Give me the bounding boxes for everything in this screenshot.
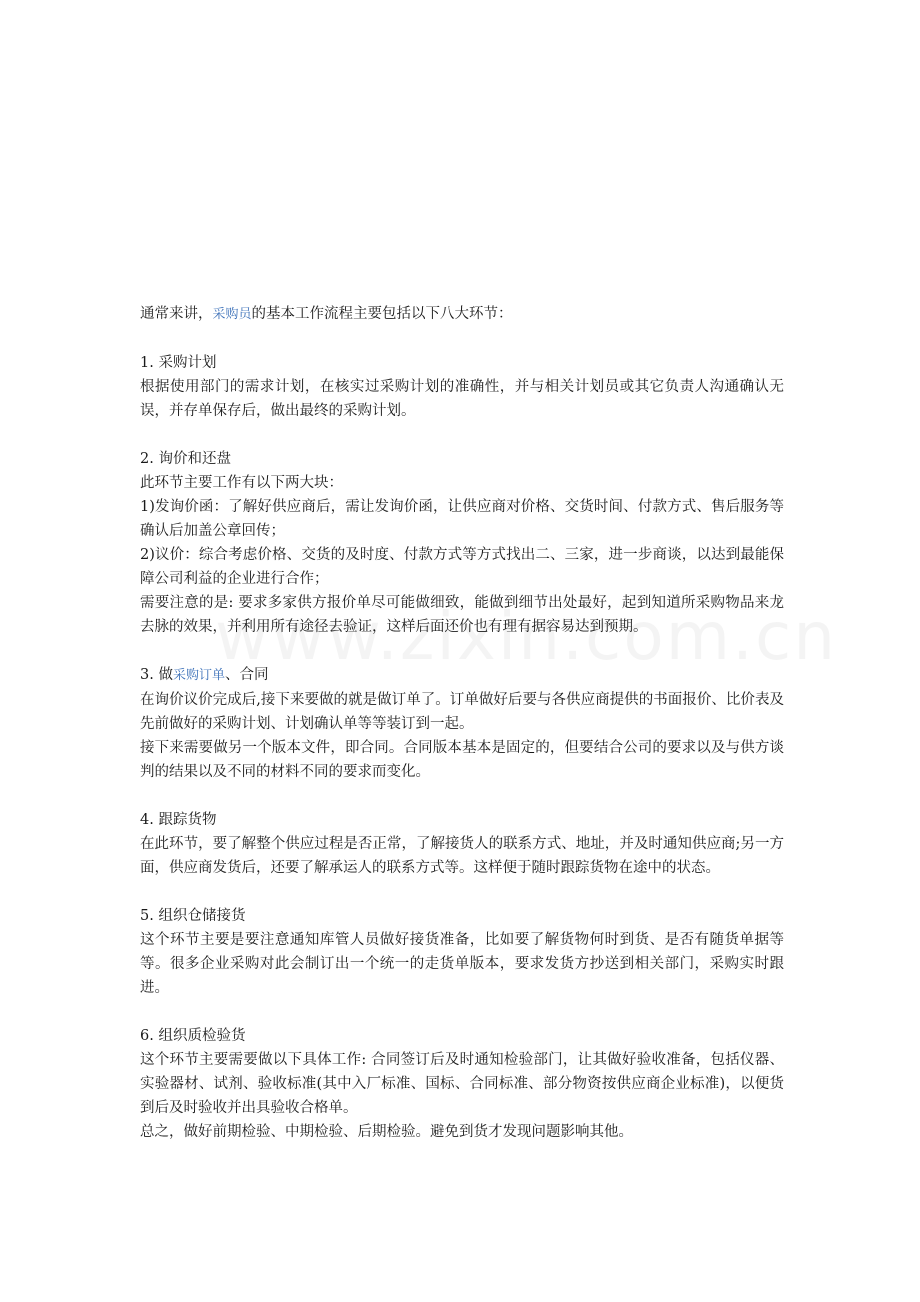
purchase-order-link[interactable]: 采购订单 bbox=[172, 668, 225, 683]
section-warehouse-receiving bbox=[140, 904, 784, 1000]
section-paragraph: 接下来需要做另一个版本文件，即合同。合同版本基本是固定的，但要结合公司的要求以及与供方谈判的结果以及不同的材料不同的要求而变化。 bbox=[140, 740, 784, 780]
section-heading-before: 3. 做 bbox=[140, 667, 173, 683]
section-heading: 1. 采购计划 bbox=[140, 355, 217, 371]
section-inquiry-counteroffer bbox=[140, 447, 784, 639]
section-paragraph: 这个环节主要是要注意通知库管人员做好接货准备，比如要了解货物何时到货、是否有随货单据等等。很多企业采购对此会制订出一个统一的走货单版本，要求发货方抄送到相关部门，采购实时跟进。 bbox=[140, 932, 784, 996]
section-heading: 4. 跟踪货物 bbox=[140, 812, 217, 828]
section-heading: 6. 组织质检验货 bbox=[140, 1028, 246, 1044]
section-paragraph: 根据使用部门的需求计划，在核实过采购计划的准确性，并与相关计划员或其它负责人沟通确认无误，并存单保存后，做出最终的采购计划。 bbox=[140, 379, 784, 419]
document-body bbox=[140, 302, 784, 1144]
section-paragraph: 在询价议价完成后,接下来要做的就是做订单了。订单做好后要与各供应商提供的书面报价、比价表及先前做好的采购计划、计划确认单等等装订到一起。 bbox=[140, 692, 784, 732]
section-heading bbox=[140, 663, 784, 688]
section-paragraph: 此环节主要工作有以下两大块： bbox=[140, 475, 343, 491]
section-track-goods bbox=[140, 808, 784, 880]
section-heading: 5. 组织仓储接货 bbox=[140, 908, 246, 924]
intro-text-after: 的基本工作流程主要包括以下八大环节： bbox=[251, 306, 513, 322]
section-paragraph: 这个环节主要需要做以下具体工作: 合同签订后及时通知检验部门，让其做好验收准备，包括仪器、实验器材、试剂、验收标准(其中入厂标准、国标、合同标准、部分物资按供应商企业标准)，以便货到后及时验收并出具验收合格单。 bbox=[140, 1052, 784, 1116]
section-paragraph: 在此环节，要了解整个供应过程是否正常，了解接货人的联系方式、地址，并及时通知供应商;另一方面，供应商发货后，还要了解承运人的联系方式等。这样便于随时跟踪货物在途中的状态。 bbox=[140, 836, 784, 876]
section-paragraph: 2)议价：综合考虑价格、交货的及时度、付款方式等方式找出二、三家，进一步商谈，以达到最能保障公司利益的企业进行合作； bbox=[140, 547, 784, 587]
section-paragraph: 总之，做好前期检验、中期检验、后期检验。避免到货才发现问题影响其他。 bbox=[140, 1124, 633, 1140]
section-quality-inspection bbox=[140, 1024, 784, 1144]
section-heading-after: 、合同 bbox=[224, 667, 269, 683]
intro-text-before: 通常来讲， bbox=[140, 306, 213, 322]
section-paragraph: 1)发询价函：了解好供应商后，需让发询价函，让供应商对价格、交货时间、付款方式、售后服务等确认后加盖公章回传； bbox=[140, 499, 784, 539]
section-paragraph: 需要注意的是: 要求多家供方报价单尽可能做细致，能做到细节出处最好，起到知道所采购物品来龙去脉的效果，并利用所有途径去验证，这样后面还价也有理有据容易达到预期。 bbox=[140, 595, 784, 635]
section-purchase-plan bbox=[140, 351, 784, 423]
section-order-contract bbox=[140, 663, 784, 784]
section-heading: 2. 询价和还盘 bbox=[140, 451, 231, 467]
buyer-link[interactable]: 采购员 bbox=[212, 307, 252, 322]
intro-paragraph bbox=[140, 302, 784, 327]
